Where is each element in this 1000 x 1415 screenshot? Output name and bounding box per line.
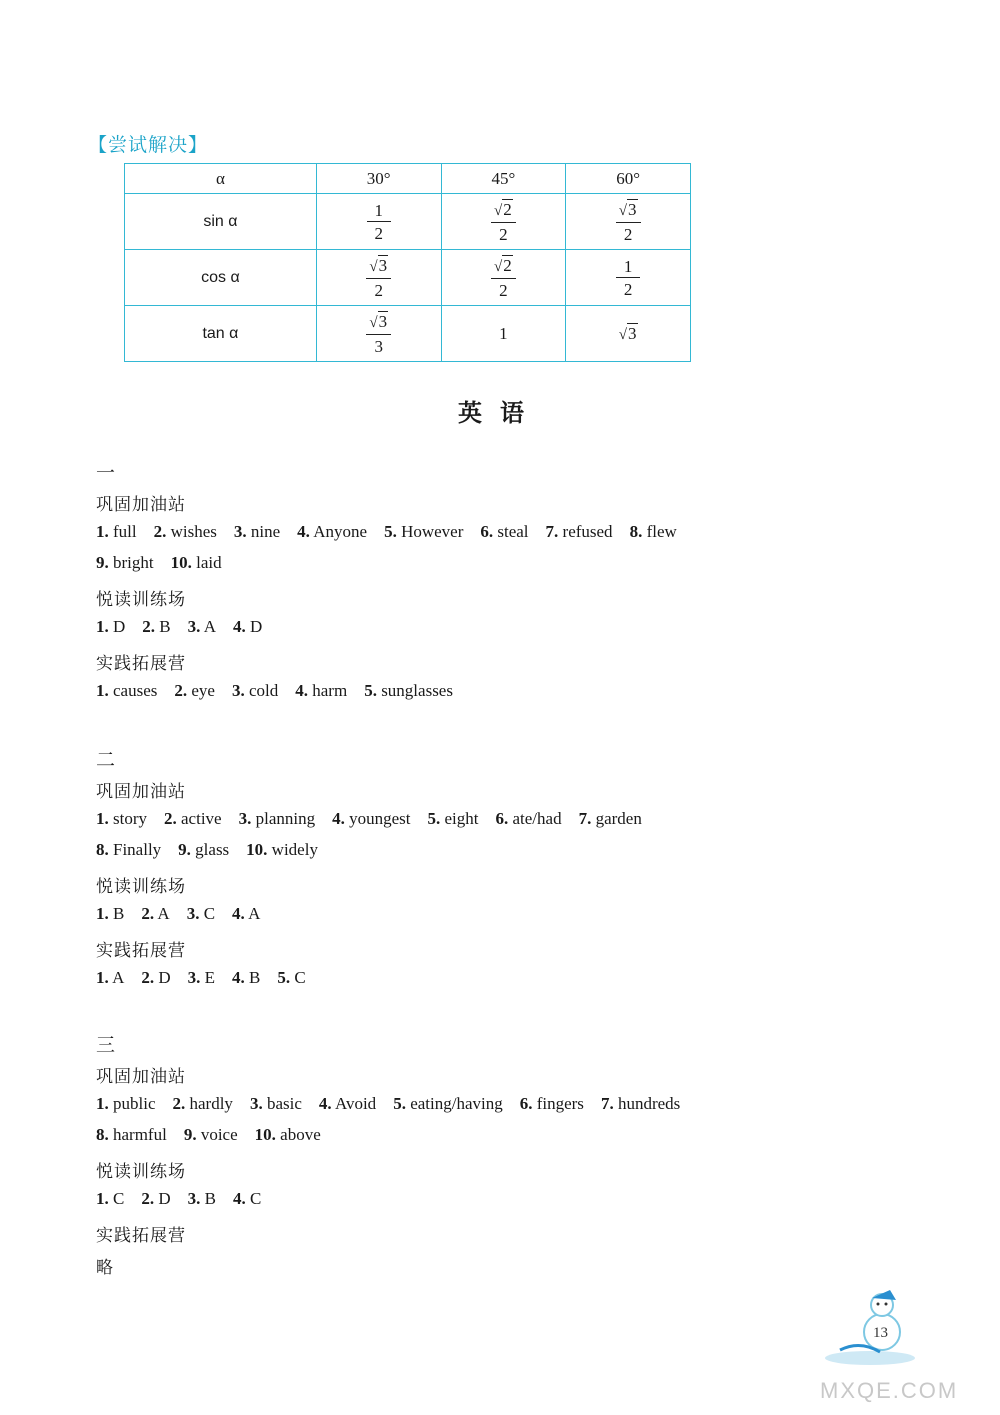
answer-number: 2. xyxy=(141,1189,155,1208)
answer-item xyxy=(96,553,154,573)
answer-text: B xyxy=(204,1189,216,1208)
answer-number: 3. xyxy=(187,617,201,636)
answer-text: basic xyxy=(266,1093,302,1113)
answer-line xyxy=(96,1189,278,1209)
answer-number: 9. xyxy=(96,553,109,573)
answer-line xyxy=(96,904,277,924)
answer-text: wishes xyxy=(170,521,217,541)
answer-text: youngest xyxy=(349,808,411,828)
answer-text: hardly xyxy=(189,1093,233,1113)
fraction xyxy=(366,257,391,299)
answer-item xyxy=(141,968,170,988)
answer-item xyxy=(96,681,157,701)
answer-number: 1. xyxy=(96,967,109,987)
answer-text: fingers xyxy=(536,1093,584,1113)
answer-number: 2. xyxy=(164,808,177,828)
answer-text: active xyxy=(181,808,222,828)
answer-text: E xyxy=(204,967,216,987)
answer-item xyxy=(96,617,125,637)
answer-number: 10. xyxy=(246,840,268,860)
answer-text: C xyxy=(203,904,216,923)
answer-item xyxy=(96,904,124,924)
answer-item xyxy=(495,809,561,829)
answer-number: 3. xyxy=(238,808,252,828)
answer-item xyxy=(332,809,410,829)
answer-line xyxy=(96,968,323,988)
radical: √2 xyxy=(494,256,512,276)
row-label: cos α xyxy=(125,250,317,306)
answer-item xyxy=(187,904,215,924)
answer-item xyxy=(174,681,215,701)
answer-number: 5. xyxy=(427,808,441,828)
answer-text: A xyxy=(157,904,170,923)
answer-text: steal xyxy=(497,521,529,541)
answer-item xyxy=(384,522,463,542)
table-cell xyxy=(441,306,566,362)
answer-text: C xyxy=(113,1189,125,1208)
answer-text: B xyxy=(159,617,171,636)
answer-item xyxy=(154,522,217,542)
answer-text: above xyxy=(280,1125,321,1145)
answer-text: ate/had xyxy=(512,808,562,828)
answer-line xyxy=(96,617,279,637)
header-cell: 30° xyxy=(316,164,441,194)
answer-line xyxy=(96,809,659,829)
answer-text: D xyxy=(158,967,171,987)
answer-text: harmful xyxy=(113,1125,167,1145)
denominator: 2 xyxy=(499,224,508,244)
answer-number: 6. xyxy=(519,1093,533,1113)
answer-number: 4. xyxy=(232,617,246,636)
section-tag: 【尝试解决】 xyxy=(88,134,209,156)
answer-text: bright xyxy=(113,553,154,573)
group-title: 实践拓展营 xyxy=(96,940,186,961)
answer-item xyxy=(364,681,453,701)
denominator: 2 xyxy=(374,224,383,243)
answer-text: A xyxy=(248,904,261,923)
table-cell xyxy=(316,194,441,250)
fraction xyxy=(491,201,516,243)
answer-item xyxy=(232,968,260,988)
answer-item xyxy=(188,617,216,637)
answer-text: D xyxy=(249,617,263,636)
answer-number: 1. xyxy=(96,1093,109,1113)
answer-text: harm xyxy=(312,680,348,700)
fraction xyxy=(367,202,391,242)
fraction xyxy=(366,313,391,355)
answer-text: widely xyxy=(271,840,318,860)
answer-item xyxy=(427,809,478,829)
answer-item xyxy=(233,1189,261,1209)
table-row xyxy=(125,194,691,250)
answer-item xyxy=(546,522,613,542)
answer-line xyxy=(96,1094,697,1114)
radical: √3 xyxy=(369,256,388,276)
answer-item xyxy=(393,1094,503,1114)
answer-number: 2. xyxy=(153,521,167,541)
radical: √3 xyxy=(369,312,388,332)
answer-text: Finally xyxy=(113,840,162,860)
answer-text: A xyxy=(203,617,216,636)
table-cell xyxy=(316,250,441,306)
group-title: 巩固加油站 xyxy=(96,494,186,515)
answer-text: flew xyxy=(646,521,677,541)
table-cell xyxy=(316,306,441,362)
answer-item xyxy=(601,1094,680,1114)
table-cell xyxy=(441,194,566,250)
answer-item xyxy=(630,522,677,542)
answer-item xyxy=(142,617,170,637)
answer-number: 3. xyxy=(231,680,245,700)
answer-number: 2. xyxy=(172,1093,186,1113)
group-title: 巩固加油站 xyxy=(96,781,186,802)
answer-number: 7. xyxy=(578,808,592,828)
answer-text: story xyxy=(113,808,147,828)
answer-number: 7. xyxy=(600,1093,614,1113)
answer-number: 8. xyxy=(629,521,643,541)
answer-number: 2. xyxy=(141,967,155,987)
answer-item xyxy=(141,1189,170,1209)
answer-number: 4. xyxy=(232,1189,246,1208)
table-row xyxy=(125,250,691,306)
answer-line xyxy=(96,1125,338,1145)
answer-number: 1. xyxy=(96,521,109,541)
answer-text: glass xyxy=(195,840,230,860)
answer-number: 4. xyxy=(297,521,310,541)
radicand: 3 xyxy=(628,200,637,220)
answer-text: Avoid xyxy=(334,1093,377,1113)
answer-number: 7. xyxy=(545,521,559,541)
answer-item xyxy=(96,522,137,542)
answer-text: nine xyxy=(250,521,281,541)
answer-number: 3. xyxy=(186,904,200,923)
group-title: 悦读训练场 xyxy=(96,590,186,611)
answer-item xyxy=(233,617,262,637)
answer-number: 4. xyxy=(232,967,245,987)
group-title: 悦读训练场 xyxy=(96,1162,186,1183)
table-cell xyxy=(566,306,691,362)
answer-text: full xyxy=(113,521,137,541)
answer-number: 9. xyxy=(183,1125,197,1145)
section-heading: 二 xyxy=(96,749,116,771)
radical: √3 xyxy=(618,200,637,220)
answer-number: 4. xyxy=(318,1093,332,1113)
answer-item xyxy=(232,681,278,701)
answer-line xyxy=(96,522,694,542)
fraction xyxy=(491,257,516,299)
answer-item xyxy=(171,553,222,573)
denominator: 2 xyxy=(499,280,508,300)
answer-number: 1. xyxy=(96,1189,109,1208)
radicand: 3 xyxy=(628,323,637,343)
answer-number: 3. xyxy=(187,967,201,987)
page-number: 13 xyxy=(873,1325,888,1341)
answer-number: 4. xyxy=(332,808,345,828)
answer-item xyxy=(297,522,367,542)
answer-item xyxy=(96,809,147,829)
answer-text: eight xyxy=(444,808,479,828)
section-heading: 三 xyxy=(96,1034,116,1056)
answer-number: 2. xyxy=(142,617,156,636)
fraction xyxy=(616,201,641,243)
answer-item xyxy=(188,1189,216,1209)
radical: √3 xyxy=(618,323,637,343)
header-cell: 60° xyxy=(566,164,691,194)
answer-line xyxy=(96,840,335,860)
table-header-row xyxy=(125,164,691,194)
answer-item xyxy=(579,809,642,829)
answer-number: 3. xyxy=(187,1189,201,1208)
answer-text: eating/having xyxy=(410,1093,503,1113)
denominator: 2 xyxy=(374,280,383,300)
subject-title: 英语 xyxy=(458,399,542,427)
answer-number: 1. xyxy=(96,904,109,923)
answer-text: However xyxy=(401,521,464,541)
answer-number: 5. xyxy=(393,1093,406,1113)
answer-text: D xyxy=(113,617,126,636)
header-cell: 45° xyxy=(441,164,566,194)
radicand: 3 xyxy=(378,312,388,332)
table-cell xyxy=(441,250,566,306)
answer-item xyxy=(232,904,260,924)
radicand: 3 xyxy=(378,256,388,276)
answer-item xyxy=(96,1189,124,1209)
answer-text: sunglasses xyxy=(381,680,453,700)
answer-number: 1. xyxy=(96,808,109,828)
answer-number: 3. xyxy=(249,1093,263,1113)
answer-item xyxy=(96,840,161,860)
answer-number: 6. xyxy=(480,521,494,541)
group-title: 实践拓展营 xyxy=(96,653,186,674)
answer-number: 8. xyxy=(96,1125,109,1145)
answer-text: C xyxy=(294,967,306,987)
answer-text: refused xyxy=(562,521,613,541)
answer-item xyxy=(246,840,318,860)
answer-text: voice xyxy=(200,1125,238,1145)
answer-item xyxy=(184,1125,238,1145)
table-row xyxy=(125,306,691,362)
answer-text: planning xyxy=(255,808,316,828)
answer-text: A xyxy=(112,967,125,987)
answer-number: 5. xyxy=(384,521,397,541)
table-cell xyxy=(566,194,691,250)
answer-item xyxy=(277,968,305,988)
answer-line xyxy=(96,553,239,573)
group-title: 实践拓展营 xyxy=(96,1225,186,1246)
answer-item xyxy=(164,809,222,829)
watermark-text: MXQE.COM xyxy=(820,1378,959,1403)
cell-value: 1 xyxy=(499,323,508,343)
row-label: sin α xyxy=(125,194,317,250)
answer-text: cold xyxy=(248,680,279,700)
answer-number: 9. xyxy=(178,840,191,860)
answer-number: 2. xyxy=(174,680,188,700)
answer-line xyxy=(96,681,470,701)
group-title: 悦读训练场 xyxy=(96,877,186,898)
answer-number: 3. xyxy=(233,521,247,541)
answer-text: C xyxy=(249,1189,262,1208)
denominator: 2 xyxy=(623,280,633,299)
header-cell: α xyxy=(125,164,317,194)
answer-text: public xyxy=(113,1093,156,1113)
answer-number: 2. xyxy=(141,904,155,923)
answer-item xyxy=(295,681,347,701)
answer-text: causes xyxy=(113,680,158,700)
answer-item xyxy=(234,522,280,542)
answer-text: Anyone xyxy=(313,521,368,541)
fraction xyxy=(616,258,640,298)
answer-item xyxy=(141,904,169,924)
answer-item xyxy=(96,1094,156,1114)
denominator: 2 xyxy=(623,224,633,244)
answer-item xyxy=(96,1125,167,1145)
answer-text: B xyxy=(249,967,261,987)
radicand: 2 xyxy=(503,200,512,220)
answer-item xyxy=(319,1094,376,1114)
table-cell xyxy=(566,250,691,306)
denominator: 3 xyxy=(374,336,383,356)
answer-text: laid xyxy=(196,553,222,573)
trig-table xyxy=(124,163,691,362)
answer-number: 10. xyxy=(170,553,192,573)
answer-note: 略 xyxy=(96,1257,114,1278)
answer-item xyxy=(480,522,528,542)
numerator: 1 xyxy=(367,202,391,222)
answer-number: 5. xyxy=(277,967,291,987)
group-title: 巩固加油站 xyxy=(96,1066,186,1087)
answer-item xyxy=(188,968,215,988)
answer-item xyxy=(239,809,316,829)
answer-number: 6. xyxy=(495,808,509,828)
row-label: tan α xyxy=(125,306,317,362)
answer-text: eye xyxy=(191,680,215,700)
answer-number: 1. xyxy=(96,680,109,700)
answer-number: 8. xyxy=(96,840,109,860)
numerator: 1 xyxy=(616,258,640,278)
answer-item xyxy=(255,1125,321,1145)
answer-text: hundreds xyxy=(617,1093,681,1113)
answer-text: B xyxy=(113,904,125,923)
answer-number: 4. xyxy=(232,904,245,923)
answer-item xyxy=(96,968,124,988)
answer-item xyxy=(250,1094,302,1114)
answer-number: 5. xyxy=(364,680,377,700)
answer-item xyxy=(520,1094,584,1114)
answer-text: D xyxy=(158,1189,171,1208)
answer-text: garden xyxy=(595,808,642,828)
section-heading: 一 xyxy=(96,462,116,484)
radical: √2 xyxy=(494,200,512,220)
answer-item xyxy=(178,840,229,860)
answer-item xyxy=(173,1094,233,1114)
radicand: 2 xyxy=(503,256,512,276)
answer-number: 1. xyxy=(96,617,109,636)
answer-number: 10. xyxy=(254,1125,276,1145)
answer-number: 4. xyxy=(295,680,308,700)
